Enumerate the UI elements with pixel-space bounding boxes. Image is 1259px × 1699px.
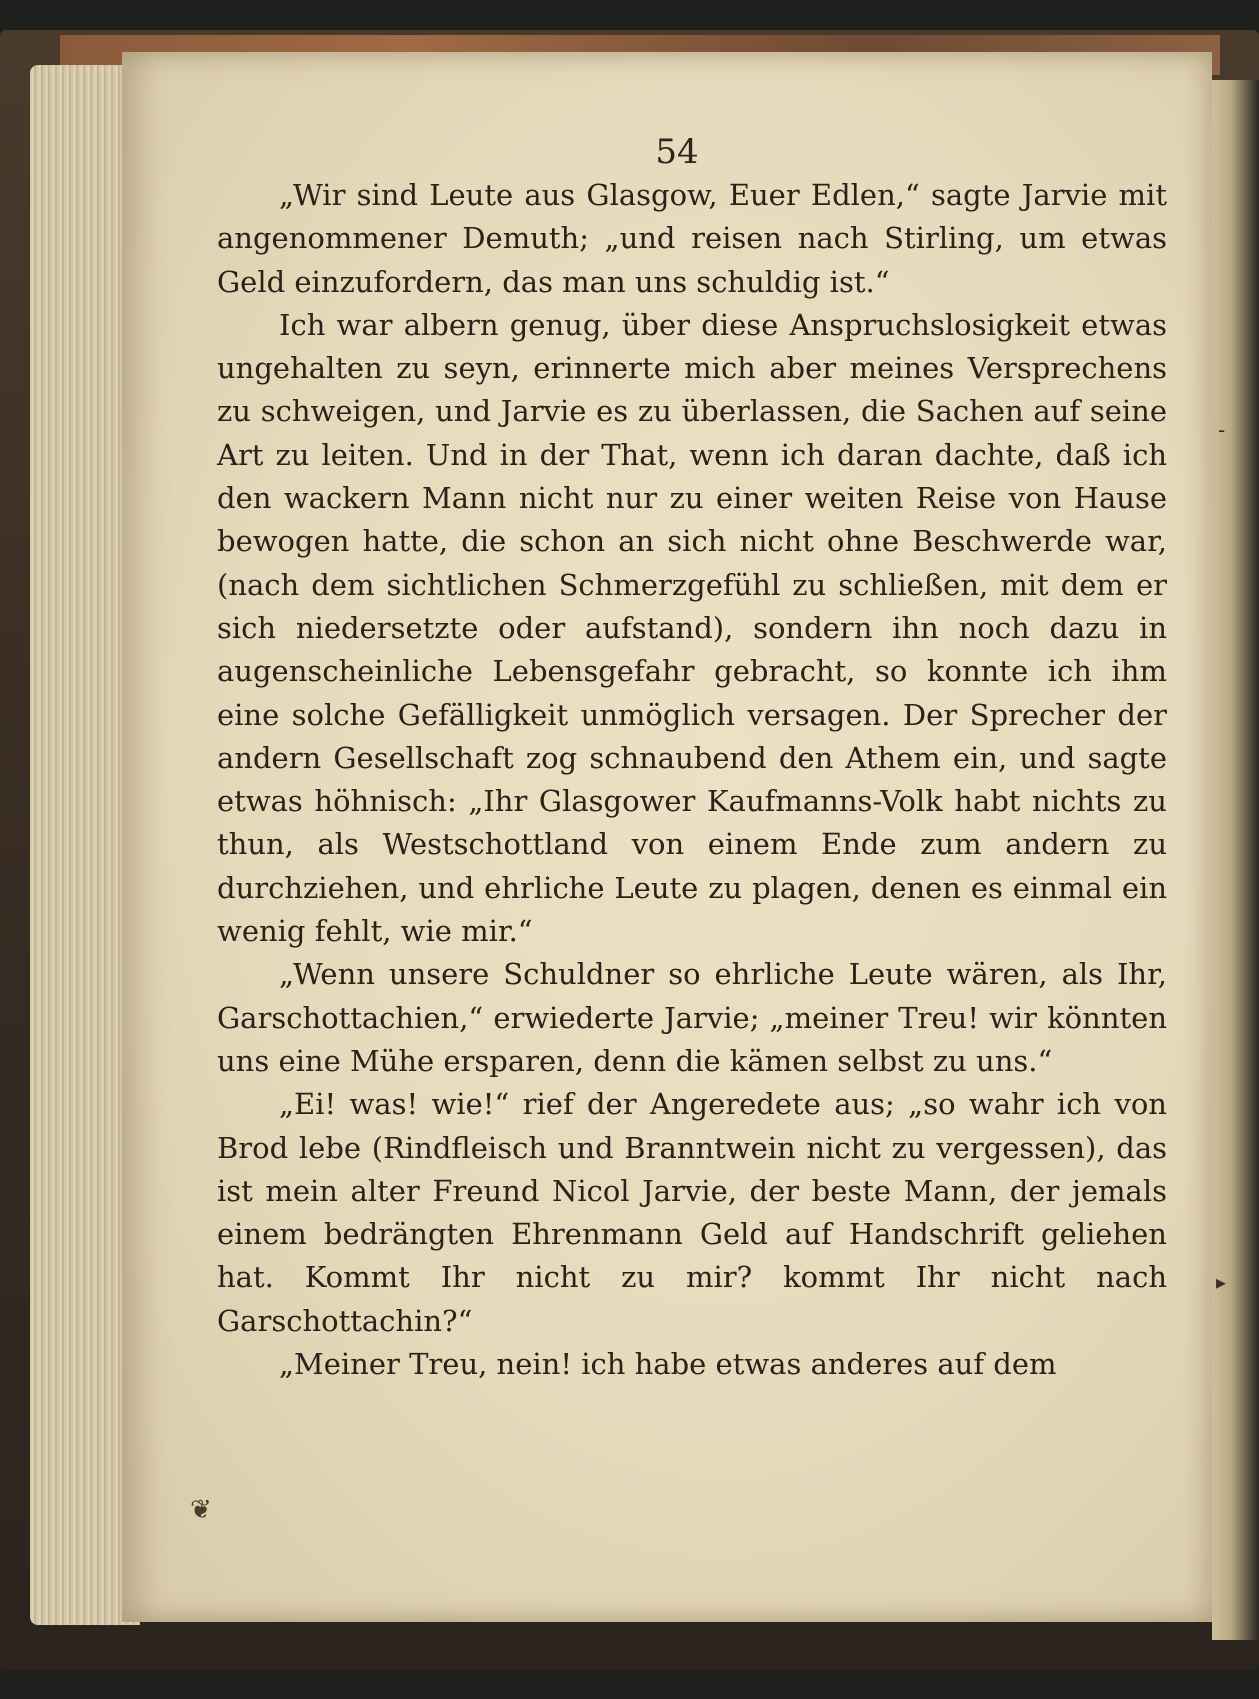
next-page-edge bbox=[1212, 80, 1259, 1640]
page-number: 54 bbox=[655, 132, 699, 172]
book-page bbox=[122, 52, 1212, 1622]
paragraph-5: „Meiner Treu, nein! ich habe etwas anderes auf dem bbox=[279, 1347, 1057, 1382]
edge-mark-arrow-icon: ▸ bbox=[1216, 1270, 1227, 1294]
paragraph-4: „Ei! was! wie!“ rief der Angeredete aus; „so wahr ich von Brod lebe (Rindfleisch und Branntwein nicht zu vergessen), das ist mein alter Freund Nicol Jarvie, der beste Mann, der jemals einem bedrängten Ehrenmann Geld auf Handschrift geliehen hat. Kommt Ihr nicht zu mir? kommt Ihr nicht nach Garschottachin?“ bbox=[217, 1087, 1167, 1338]
paragraph-2: Ich war albern genug, über diese Anspruchslosigkeit etwas ungehalten zu seyn, erinnerte mich aber meines Versprechens zu schweigen, und Jarvie es zu überlassen, die Sachen auf seine Art zu leiten. Und in der That, wenn ich daran dachte, daß ich den wackern Mann nicht nur zu einer weiten Reise von Hause bewogen hatte, die schon an sich nicht ohne Beschwerde war, (nach dem sichtlichen Schmerzgefühl zu schließen, mit dem er sich niedersetzte oder aufstand), sondern ihn noch dazu in augenscheinliche Lebensgefahr gebracht, so konnte ich ihm eine solche Gefälligkeit unmöglich versagen. Der Sprecher der andern Gesellschaft zog schnaubend den Athem ein, und sagte etwas höhnisch: „Ihr Glasgower Kaufmanns-Volk habt nichts zu thun, als Westschottland von einem Ende zum andern zu durchziehen, und ehrliche Leute zu plagen, denen es einmal ein wenig fehlt, wie mir.“ bbox=[217, 307, 1167, 949]
body-text bbox=[217, 174, 1167, 1386]
edge-mark-dash-icon: - bbox=[1218, 418, 1226, 442]
paragraph-3: „Wenn unsere Schuldner so ehrliche Leute wären, als Ihr, Garschottachien,“ erwiederte Jarvie; „meiner Treu! wir könnten uns eine Mühe ersparen, denn die kämen selbst zu uns.“ bbox=[217, 957, 1167, 1078]
ornament-icon: ❦ bbox=[190, 1495, 212, 1525]
paragraph-1: „Wir sind Leute aus Glasgow, Euer Edlen,“ sagte Jarvie mit angenommener Demuth; „und reisen nach Stirling, um etwas Geld einzufordern, das man uns schuldig ist.“ bbox=[217, 178, 1167, 299]
